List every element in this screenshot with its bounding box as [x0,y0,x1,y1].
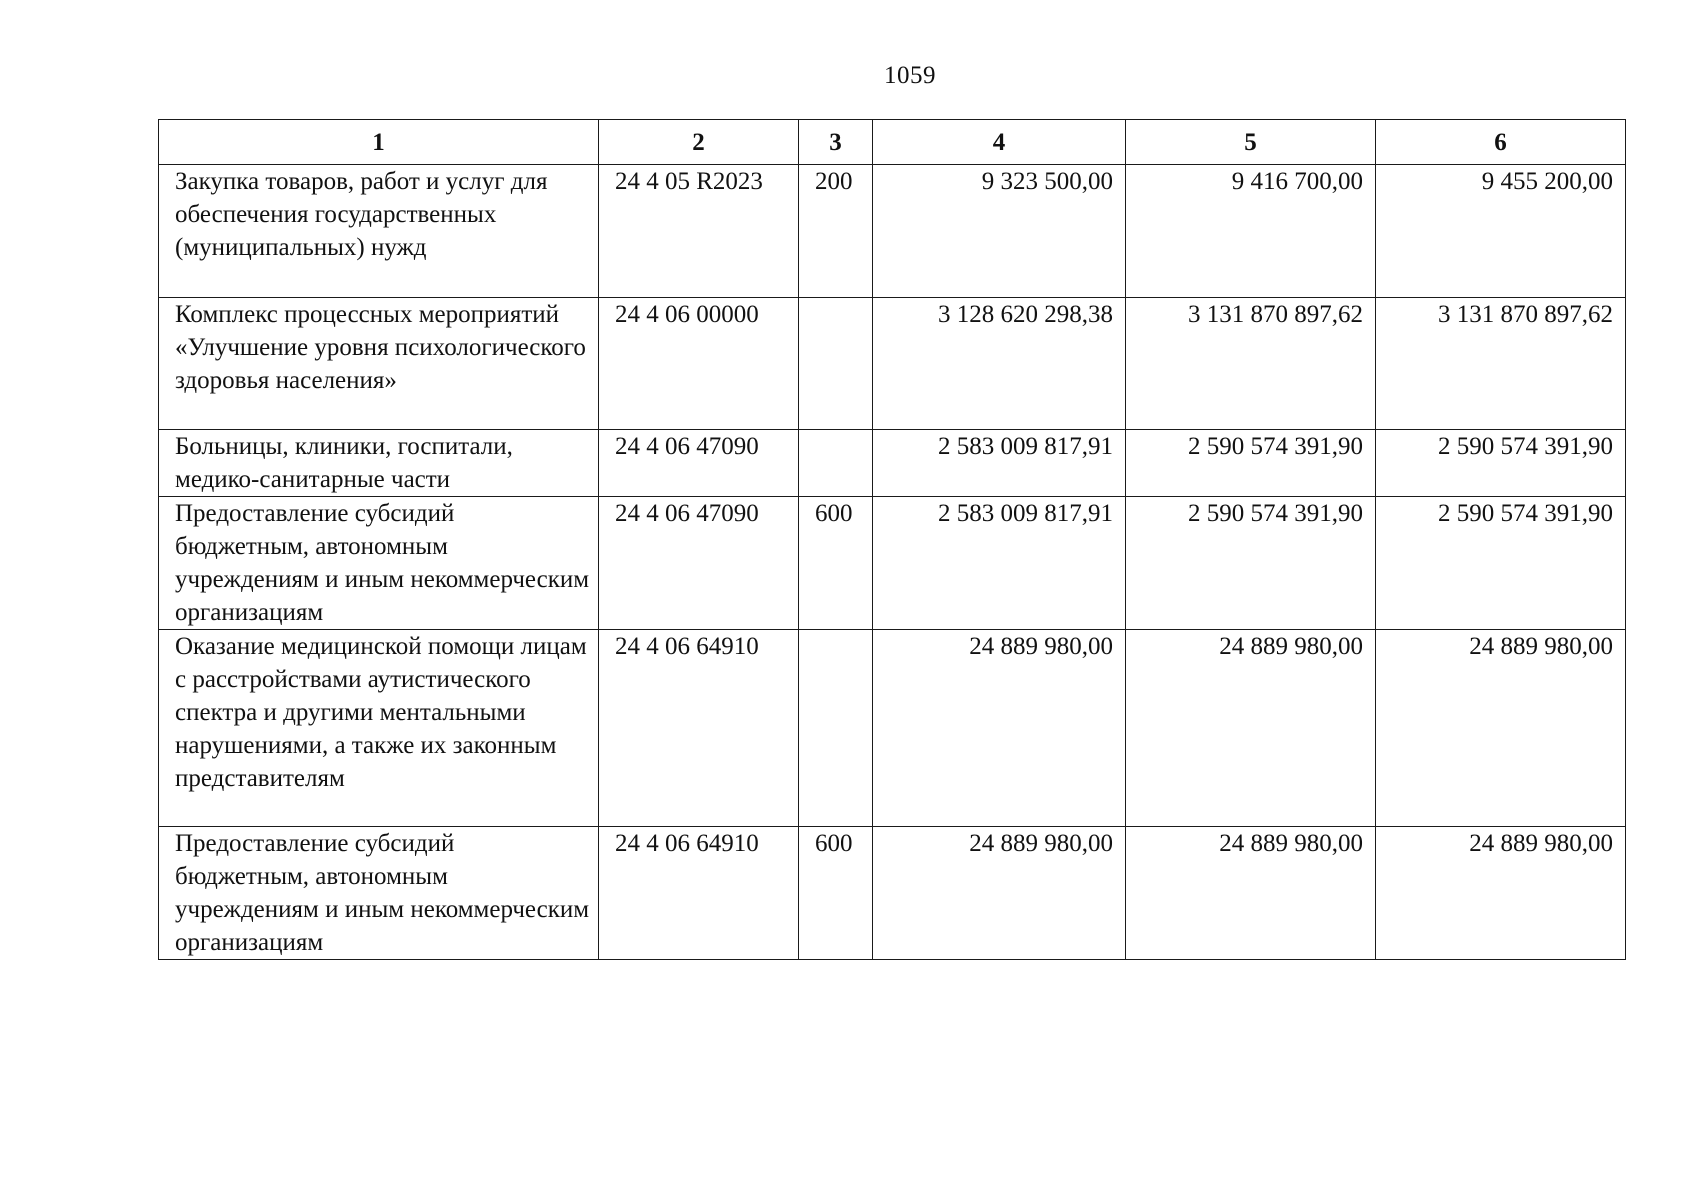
row-name: Оказание медицинской помощи лицам с расстройствами аутистического спектра и другими ментальными нарушениями, а также их законным представителям [159,630,599,827]
row-amount-5: 2 590 574 391,90 [1126,497,1376,630]
budget-table [158,119,1626,960]
page-number: 1059 [884,62,936,89]
row-amount-5: 3 131 870 897,62 [1126,298,1376,430]
row-name: Больницы, клиники, госпитали, медико-санитарные части [159,430,599,497]
row-code: 24 4 06 64910 [599,827,799,960]
row-amount-6: 24 889 980,00 [1376,630,1626,827]
row-amount-5: 9 416 700,00 [1126,165,1376,298]
table-row [159,827,1626,960]
row-amount-4: 9 323 500,00 [873,165,1126,298]
row-amount-6: 2 590 574 391,90 [1376,497,1626,630]
table-row [159,430,1626,497]
table-row [159,630,1626,827]
row-amount-4: 24 889 980,00 [873,827,1126,960]
column-header: 3 [799,120,873,165]
row-expense-type [799,298,873,430]
row-expense-type [799,430,873,497]
column-header: 5 [1126,120,1376,165]
row-code: 24 4 06 47090 [599,430,799,497]
row-code: 24 4 06 64910 [599,630,799,827]
row-code: 24 4 06 00000 [599,298,799,430]
column-header: 6 [1376,120,1626,165]
table-header-row [159,120,1626,165]
row-amount-4: 24 889 980,00 [873,630,1126,827]
row-amount-6: 9 455 200,00 [1376,165,1626,298]
row-name: Закупка товаров, работ и услуг для обеспечения государственных (муниципальных) нужд [159,165,599,298]
table-row [159,497,1626,630]
row-amount-4: 2 583 009 817,91 [873,430,1126,497]
row-amount-4: 2 583 009 817,91 [873,497,1126,630]
row-amount-5: 2 590 574 391,90 [1126,430,1376,497]
row-expense-type: 600 [799,497,873,630]
row-name: Комплекс процессных мероприятий «Улучшение уровня психологического здоровья населения» [159,298,599,430]
row-amount-5: 24 889 980,00 [1126,827,1376,960]
row-expense-type [799,630,873,827]
row-code: 24 4 06 47090 [599,497,799,630]
row-expense-type: 600 [799,827,873,960]
row-amount-4: 3 128 620 298,38 [873,298,1126,430]
column-header: 1 [159,120,599,165]
column-header: 2 [599,120,799,165]
row-code: 24 4 05 R2023 [599,165,799,298]
table-row [159,298,1626,430]
row-amount-5: 24 889 980,00 [1126,630,1376,827]
row-expense-type: 200 [799,165,873,298]
row-amount-6: 24 889 980,00 [1376,827,1626,960]
column-header: 4 [873,120,1126,165]
row-name: Предоставление субсидий бюджетным, автономным учреждениям и иным некоммерческим организациям [159,497,599,630]
row-amount-6: 2 590 574 391,90 [1376,430,1626,497]
row-name: Предоставление субсидий бюджетным, автономным учреждениям и иным некоммерческим организациям [159,827,599,960]
row-amount-6: 3 131 870 897,62 [1376,298,1626,430]
table-row [159,165,1626,298]
